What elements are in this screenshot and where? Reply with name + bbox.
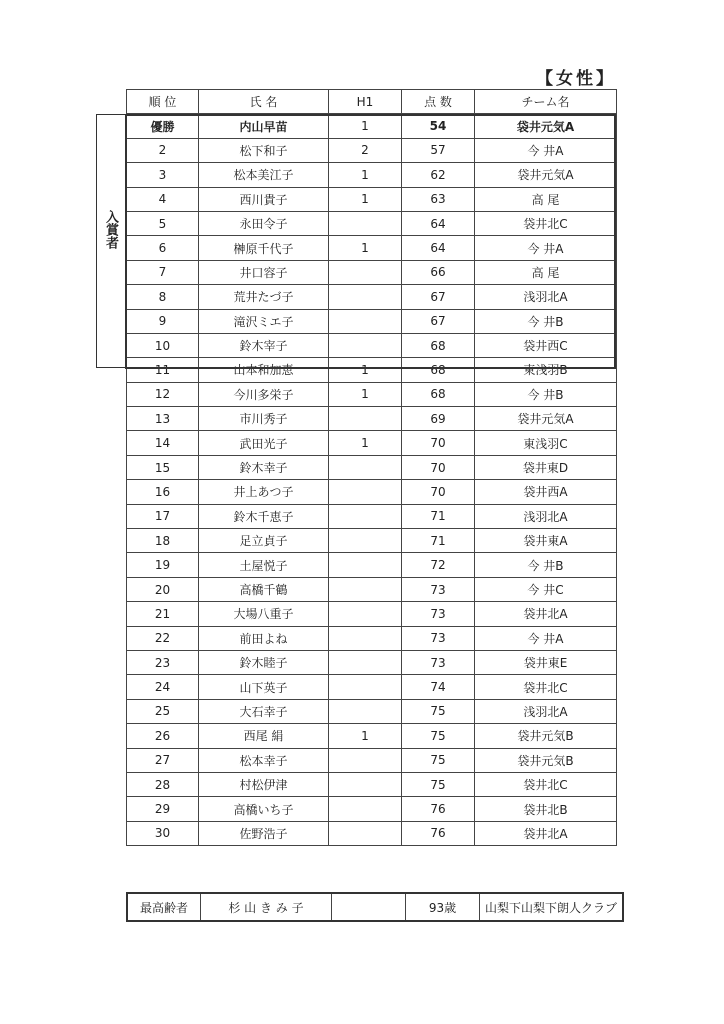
team-cell: 袋井北A [475,602,617,626]
table-row [127,333,617,357]
name-cell: 永田令子 [199,211,329,235]
score-cell: 75 [402,699,475,723]
rank-cell: 13 [127,407,199,431]
name-cell: 高橋いち子 [199,797,329,821]
name-cell: 前田よね [199,626,329,650]
oldest-participant-table [126,892,624,922]
table-row [127,407,617,431]
team-cell: 袋井元気B [475,724,617,748]
name-cell: 井上あつ子 [199,480,329,504]
name-cell: 滝沢ミエ子 [199,309,329,333]
rank-cell: 10 [127,333,199,357]
team-cell: 高 尾 [475,187,617,211]
table-row [127,187,617,211]
rank-cell: 23 [127,650,199,674]
score-cell: 76 [402,797,475,821]
rank-cell: 17 [127,504,199,528]
table-row [127,431,617,455]
name-cell: 松本美江子 [199,163,329,187]
name-cell: 鈴木宰子 [199,333,329,357]
name-cell: 鈴木幸子 [199,455,329,479]
table-row [127,504,617,528]
team-cell: 袋井北B [475,797,617,821]
table-row [127,748,617,772]
score-cell: 71 [402,504,475,528]
table-row [127,675,617,699]
table-row [127,309,617,333]
rank-cell: 18 [127,529,199,553]
team-cell: 袋井北A [475,821,617,845]
rank-cell: 4 [127,187,199,211]
score-cell: 73 [402,577,475,601]
rank-cell: 9 [127,309,199,333]
score-cell: 70 [402,431,475,455]
h1-cell [329,797,402,821]
h1-cell: 1 [329,236,402,260]
team-cell: 袋井東A [475,529,617,553]
rank-cell: 優勝 [127,114,199,138]
table-row [127,455,617,479]
h1-cell: 1 [329,358,402,382]
rank-cell: 30 [127,821,199,845]
rank-cell: 22 [127,626,199,650]
team-cell: 浅羽北A [475,504,617,528]
header-h1: H1 [329,90,402,114]
h1-cell [329,748,402,772]
name-cell: 内山早苗 [199,114,329,138]
table-row [127,260,617,284]
score-cell: 67 [402,309,475,333]
table-row [127,797,617,821]
oldest-age: 93歳 [406,893,480,921]
h1-cell [329,480,402,504]
name-cell: 武田光子 [199,431,329,455]
rank-cell: 26 [127,724,199,748]
h1-cell [329,407,402,431]
rank-cell: 14 [127,431,199,455]
table-row [127,211,617,235]
team-cell: 袋井元気A [475,407,617,431]
name-cell: 榊原千代子 [199,236,329,260]
score-cell: 70 [402,455,475,479]
score-cell: 71 [402,529,475,553]
name-cell: 鈴木千恵子 [199,504,329,528]
table-row [127,358,617,382]
h1-cell: 1 [329,431,402,455]
header-team: チーム名 [475,90,617,114]
h1-cell [329,333,402,357]
rank-cell: 11 [127,358,199,382]
table-row [127,163,617,187]
rank-cell: 25 [127,699,199,723]
score-cell: 74 [402,675,475,699]
h1-cell [329,309,402,333]
name-cell: 西尾 絹 [199,724,329,748]
name-cell: 山下英子 [199,675,329,699]
team-cell: 袋井西A [475,480,617,504]
score-cell: 57 [402,138,475,162]
h1-cell [329,529,402,553]
team-cell: 袋井元気A [475,163,617,187]
name-cell: 大場八重子 [199,602,329,626]
score-cell: 75 [402,748,475,772]
header-row [127,90,617,114]
name-cell: 松下和子 [199,138,329,162]
team-cell: 袋井元気A [475,114,617,138]
team-cell: 今 井B [475,382,617,406]
score-cell: 68 [402,333,475,357]
team-cell: 袋井東D [475,455,617,479]
score-cell: 75 [402,772,475,796]
h1-cell [329,602,402,626]
table-row [127,285,617,309]
rank-cell: 7 [127,260,199,284]
table-row [127,821,617,845]
name-cell: 井口容子 [199,260,329,284]
score-cell: 75 [402,724,475,748]
h1-cell [329,211,402,235]
score-cell: 72 [402,553,475,577]
h1-cell [329,504,402,528]
table-row [127,602,617,626]
oldest-row [127,893,623,921]
name-cell: 西川貴子 [199,187,329,211]
table-row [127,382,617,406]
team-cell: 今 井B [475,553,617,577]
name-cell: 高橋千鶴 [199,577,329,601]
team-cell: 浅羽北A [475,699,617,723]
oldest-label: 最高齢者 [127,893,201,921]
header-rank: 順 位 [127,90,199,114]
table-row [127,114,617,138]
name-cell: 松本幸子 [199,748,329,772]
table-row [127,138,617,162]
h1-cell: 1 [329,187,402,211]
name-cell: 山本和加恵 [199,358,329,382]
name-cell: 市川秀子 [199,407,329,431]
rank-cell: 21 [127,602,199,626]
score-cell: 63 [402,187,475,211]
h1-cell [329,626,402,650]
team-cell: 浅羽北A [475,285,617,309]
team-cell: 袋井北C [475,675,617,699]
table-row [127,772,617,796]
oldest-name: 杉 山 き み 子 [201,893,332,921]
h1-cell: 1 [329,163,402,187]
name-cell: 鈴木睦子 [199,650,329,674]
rank-cell: 24 [127,675,199,699]
name-cell: 足立貞子 [199,529,329,553]
team-cell: 今 井A [475,138,617,162]
score-cell: 68 [402,382,475,406]
header-name: 氏 名 [199,90,329,114]
h1-cell [329,455,402,479]
h1-cell: 1 [329,114,402,138]
name-cell: 村松伊津 [199,772,329,796]
table-row [127,529,617,553]
table-row [127,724,617,748]
h1-cell: 2 [329,138,402,162]
score-cell: 68 [402,358,475,382]
rank-cell: 19 [127,553,199,577]
team-cell: 袋井北C [475,211,617,235]
rank-cell: 28 [127,772,199,796]
team-cell: 高 尾 [475,260,617,284]
score-cell: 69 [402,407,475,431]
rank-cell: 6 [127,236,199,260]
h1-cell [329,772,402,796]
team-cell: 東浅羽B [475,358,617,382]
rank-cell: 15 [127,455,199,479]
h1-cell [329,821,402,845]
team-cell: 今 井B [475,309,617,333]
rank-cell: 5 [127,211,199,235]
rank-cell: 2 [127,138,199,162]
award-winners-label: 入賞者 [103,210,118,249]
rank-cell: 29 [127,797,199,821]
score-cell: 67 [402,285,475,309]
h1-cell [329,260,402,284]
score-cell: 73 [402,650,475,674]
table-row [127,480,617,504]
oldest-h1 [332,893,406,921]
score-cell: 64 [402,236,475,260]
team-cell: 袋井西C [475,333,617,357]
score-cell: 73 [402,602,475,626]
score-cell: 64 [402,211,475,235]
team-cell: 今 井C [475,577,617,601]
rank-cell: 16 [127,480,199,504]
name-cell: 土屋悦子 [199,553,329,577]
score-cell: 54 [402,114,475,138]
score-cell: 76 [402,821,475,845]
name-cell: 大石幸子 [199,699,329,723]
rank-cell: 27 [127,748,199,772]
rank-cell: 3 [127,163,199,187]
team-cell: 袋井北C [475,772,617,796]
team-cell: 東浅羽C [475,431,617,455]
team-cell: 袋井元気B [475,748,617,772]
team-cell: 今 井A [475,236,617,260]
table-row [127,626,617,650]
score-cell: 66 [402,260,475,284]
score-cell: 62 [402,163,475,187]
h1-cell [329,699,402,723]
rank-cell: 12 [127,382,199,406]
team-cell: 今 井A [475,626,617,650]
team-cell: 袋井東E [475,650,617,674]
oldest-club: 山梨下山梨下朗人クラブ [480,893,624,921]
h1-cell: 1 [329,724,402,748]
header-score: 点 数 [402,90,475,114]
h1-cell [329,553,402,577]
score-cell: 73 [402,626,475,650]
name-cell: 佐野浩子 [199,821,329,845]
table-row [127,699,617,723]
name-cell: 荒井たづ子 [199,285,329,309]
rank-cell: 8 [127,285,199,309]
table-row [127,236,617,260]
results-table [126,89,617,846]
name-cell: 今川多栄子 [199,382,329,406]
table-row [127,650,617,674]
rank-cell: 20 [127,577,199,601]
h1-cell: 1 [329,382,402,406]
h1-cell [329,577,402,601]
h1-cell [329,285,402,309]
table-row [127,577,617,601]
h1-cell [329,675,402,699]
table-row [127,553,617,577]
h1-cell [329,650,402,674]
page-title: 【女性】 [536,69,616,89]
score-cell: 70 [402,480,475,504]
